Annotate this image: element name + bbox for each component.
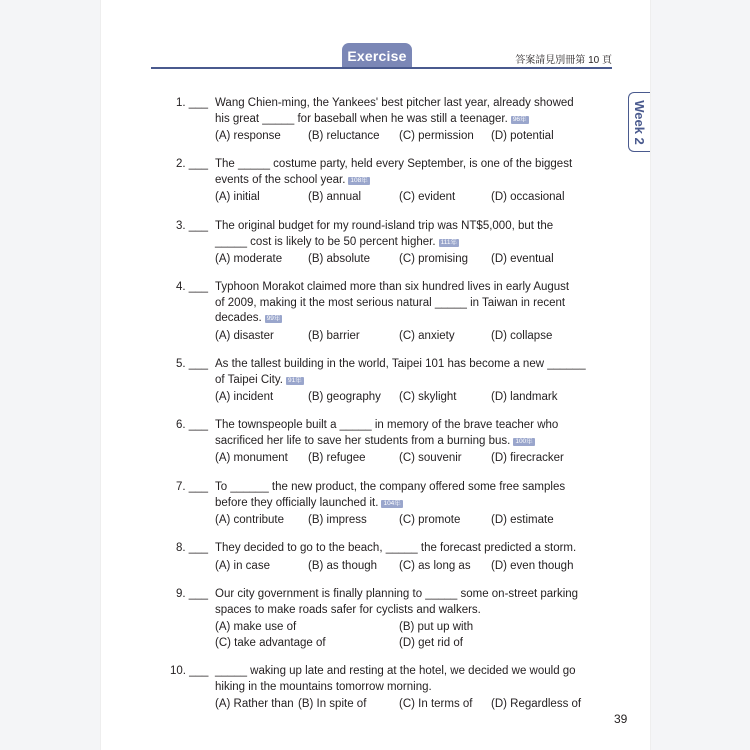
question-text-line: spaces to make roads safer for cyclists and walkers. (215, 603, 481, 616)
question-text: before they officially launched it. (215, 496, 379, 509)
exam-year-badge: 96年 (512, 115, 527, 123)
option-c[interactable]: (C) skylight (399, 391, 457, 403)
option-a[interactable]: (A) in case (215, 559, 270, 572)
question-number: 3. ___ (176, 220, 208, 232)
question-number: 6. ___ (176, 419, 208, 431)
exam-year-badge: 111年 (440, 238, 457, 246)
question-text-line: As the tallest building in the world, Taipei 101 has become a new ______ (215, 358, 586, 370)
option-c[interactable]: (C) promote (399, 514, 461, 526)
question-text: events of the school year. (215, 173, 346, 186)
option-b[interactable]: (B) reluctance (308, 130, 380, 142)
option-b[interactable]: (B) annual (308, 191, 362, 203)
option-c[interactable]: (C) take advantage of (215, 636, 326, 649)
exam-year-badge: 108年 (350, 176, 368, 184)
question-body (215, 96, 615, 146)
week-label: Week 2 (631, 99, 647, 145)
question-text-line (215, 434, 615, 450)
option-c[interactable]: (C) evident (399, 191, 456, 203)
question-number: 1. ___ (176, 97, 208, 109)
question-number: 5. ___ (176, 358, 208, 370)
left-margin (0, 0, 101, 750)
option-a[interactable]: (A) make use of (215, 621, 297, 633)
question-body (215, 357, 615, 407)
question-text-line: The original budget for my round-island trip was NT$5,000, but the (215, 220, 554, 232)
question-text-line: of 2009, making it the most serious natural _____ in Taiwan in recent (215, 296, 566, 309)
question-text-line: The _____ costume party, held every September, is one of the biggest (215, 158, 573, 170)
option-a[interactable]: (A) moderate (215, 253, 283, 265)
question-text-line: hiking in the mountains tomorrow morning. (215, 680, 432, 693)
option-b[interactable]: (B) barrier (308, 329, 360, 342)
option-b[interactable]: (B) put up with (399, 621, 474, 633)
option-d[interactable]: (D) estimate (491, 514, 554, 526)
answer-options (215, 559, 615, 576)
option-d[interactable]: (D) get rid of (399, 636, 463, 649)
option-a[interactable]: (A) initial (215, 191, 260, 203)
question-body (215, 541, 615, 576)
option-b[interactable]: (B) geography (308, 391, 381, 403)
question-number: 9. ___ (176, 588, 208, 600)
option-b[interactable]: (B) refugee (308, 452, 366, 464)
answer-options-row-1 (215, 620, 615, 636)
option-d[interactable]: (D) occasional (491, 191, 565, 203)
option-c[interactable]: (C) promising (399, 253, 469, 265)
option-a[interactable]: (A) response (215, 130, 281, 142)
option-a[interactable]: (A) Rather than (215, 698, 294, 710)
question-text-line: The townspeople built a _____ in memory of the brave teacher who (215, 419, 559, 431)
question-text-line: To ______ the new product, the company offered some free samples (215, 481, 566, 493)
question-body (215, 219, 615, 269)
question-text-line: They decided to go to the beach, _____ the forecast predicted a storm. (215, 542, 577, 554)
question-body (215, 587, 615, 651)
question-number: 10. ___ (170, 665, 209, 677)
question-text: sacrificed her life to save her students from a burning bus. (215, 434, 511, 447)
answer-options (215, 252, 615, 269)
option-c[interactable]: (C) souvenir (399, 452, 462, 464)
question-body (215, 418, 615, 468)
question-text-line (215, 496, 615, 512)
question-body (215, 480, 615, 530)
answer-options (215, 697, 615, 714)
option-b[interactable]: (B) absolute (308, 253, 371, 265)
answer-options (215, 329, 615, 346)
option-d[interactable]: (D) firecracker (491, 452, 564, 464)
answer-options (215, 513, 615, 530)
page-number: 39 (614, 712, 628, 726)
option-d[interactable]: (D) potential (491, 130, 554, 142)
answer-options (215, 390, 615, 407)
answer-options (215, 129, 615, 146)
option-b[interactable]: (B) as though (308, 559, 378, 572)
answer-options-row-2 (215, 636, 615, 652)
question-text: _____ cost is likely to be 50 percent higher. (215, 235, 436, 248)
option-c[interactable]: (C) as long as (399, 559, 471, 572)
option-a[interactable]: (A) monument (215, 452, 288, 464)
question-number: 4. ___ (176, 281, 208, 293)
exam-year-badge: 100年 (515, 437, 533, 445)
option-b[interactable]: (B) impress (308, 514, 367, 526)
option-d[interactable]: (D) Regardless of (491, 698, 582, 710)
question-text-line (215, 173, 615, 189)
option-d[interactable]: (D) collapse (491, 329, 553, 342)
question-text-line (215, 112, 615, 128)
answer-reference-note: 答案請見別冊第 10 頁 (515, 55, 612, 66)
option-c[interactable]: (C) In terms of (399, 698, 473, 710)
question-body (215, 280, 615, 346)
exercise-title-tab: Exercise (342, 43, 412, 69)
question-text: his great _____ for baseball when he was still a teenager. (215, 112, 508, 125)
question-text-line: Typhoon Morakot claimed more than six hundred lives in early August (215, 281, 570, 293)
question-text-line: _____ waking up late and resting at the hotel, we decided we would go (215, 665, 576, 677)
option-d[interactable]: (D) landmark (491, 391, 558, 403)
answer-options (215, 190, 615, 207)
question-number: 2. ___ (176, 158, 208, 170)
option-d[interactable]: (D) eventual (491, 253, 554, 265)
option-a[interactable]: (A) contribute (215, 514, 285, 526)
option-b[interactable]: (B) In spite of (298, 698, 367, 710)
week-side-label (628, 92, 650, 152)
question-number: 8. ___ (176, 542, 208, 554)
question-number: 7. ___ (176, 481, 208, 493)
question-body (215, 664, 615, 714)
answer-options (215, 451, 615, 468)
question-text-line (215, 373, 615, 389)
exam-year-badge: 99年 (266, 315, 281, 322)
question-text: decades. (215, 312, 262, 324)
question-text-line: Our city government is finally planning to _____ some on-street parking (215, 588, 579, 600)
question-text-line: Wang Chien-ming, the Yankees' best pitcher last year, already showed (215, 97, 574, 109)
question-text: of Taipei City. (215, 373, 283, 386)
header-divider (151, 67, 612, 69)
exam-year-badge: 104年 (383, 499, 401, 507)
question-body (215, 157, 615, 207)
question-text-line (215, 235, 615, 251)
option-d[interactable]: (D) even though (491, 559, 574, 572)
option-a[interactable]: (A) incident (215, 391, 274, 403)
question-text-line (215, 311, 615, 327)
right-margin (650, 0, 750, 750)
option-c[interactable]: (C) anxiety (399, 329, 455, 342)
option-c[interactable]: (C) permission (399, 130, 474, 142)
exam-year-badge: 91年 (287, 376, 302, 384)
option-a[interactable]: (A) disaster (215, 329, 274, 342)
